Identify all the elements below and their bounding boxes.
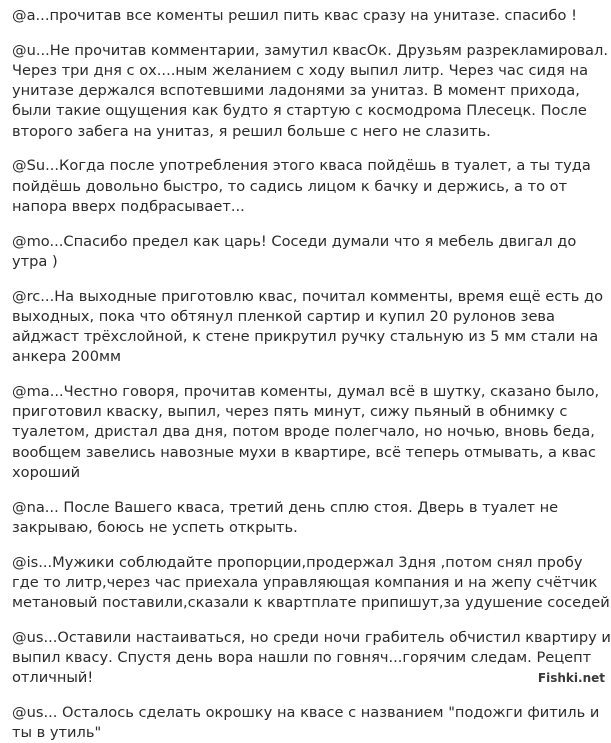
comment-text: @a...прочитав все коменты решил пить квас сразу на унитазе. спасибо ! xyxy=(12,7,577,24)
comment-item xyxy=(12,6,611,26)
comment-item xyxy=(12,156,611,217)
comment-text: @mo...Спасибо предел как царь! Соседи думали что я мебель двигал до утра ) xyxy=(12,232,577,270)
comment-item xyxy=(12,232,611,272)
comment-text: @is...Мужики соблюдайте пропорции,продержал 3дня ,потом снял пробу где то литр,через час приехала управляющая компания и на жепу счётчик метановый поставили,сказали к квартплате припишут,за удушение соседей xyxy=(12,553,610,612)
comment-item xyxy=(12,382,611,483)
comment-text: @Su...Когда после употребления этого кваса пойдёшь в туалет, а ты туда пойдёшь довольно быстро, то садись лицом к бачку и держись, а то от напора вверх подбрасывает... xyxy=(12,157,591,215)
comment-item xyxy=(12,628,611,689)
comment-item xyxy=(12,553,611,614)
comment-item xyxy=(12,703,611,743)
comment-text: @us...Оставили настаиваться, но среди ночи грабитель обчистил квартиру и выпил квасу. Спустя день вора нашли по говняч...горячим следам. Рецепт отличный! xyxy=(12,628,611,687)
comment-text: @na... После Вашего кваса, третий день сплю стоя. Дверь в туалет не закрываю, боюсь не успеть открыть. xyxy=(12,498,559,536)
comment-item xyxy=(12,498,611,538)
comment-text: @ma...Честно говоря, прочитав коменты, думал всё в шутку, сказано было, приготовил кваску, выпил, через пять минут, сижу пьяный в обнимку с туалетом, дристал два дня, потом вроде полегчало, но ночью, вновь беда, вообщем завелись навозные мухи в квартире, всё теперь отмывать, а квас хороший xyxy=(12,383,600,481)
comment-text: @u...Не прочитав комментарии, замутил квасОк. Друзьям разрекламировал. Через три дня с ох....ным желанием с ходу выпил литр. Через час сидя на унитазе держался вспотевшими ладонями за унитаз. В момент прихода, были такие ощущения как будто я стартую с космодрома Плесецк. После второго забега на унитаз, я решил больше с него не слазить. xyxy=(12,41,608,140)
comment-item xyxy=(12,41,611,142)
comment-list xyxy=(12,6,611,743)
comment-text: @rc...На выходные приготовлю квас, почитал комменты, время ещё есть до выходных, пока что обтянул пленкой сартир и купил 20 рулонов зева айджаст трёхслойной, к стене прикрутил ручку стальную из 5 мм стали на анкера 200мм xyxy=(12,287,604,366)
comment-text: @us... Осталось сделать окрошку на квасе с названием "подожги фитиль и ты в утиль" xyxy=(12,704,600,742)
comment-item xyxy=(12,287,611,368)
site-watermark: Fishki.net xyxy=(537,671,605,685)
